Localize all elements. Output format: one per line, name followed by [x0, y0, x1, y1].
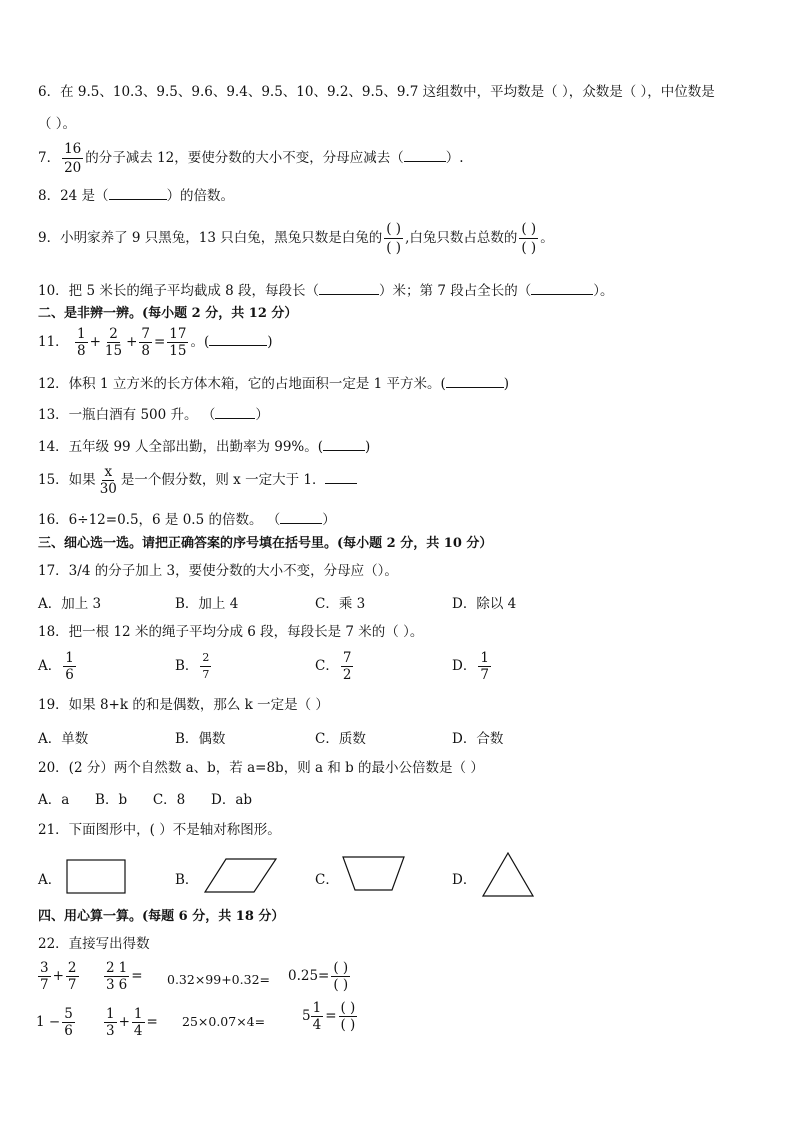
q16: 16．6÷12=0.5，6 是 0.5 的倍数。 （ ）: [38, 509, 336, 530]
q7: 7． $\frac{16}{20}$ 的分子减去 12，要使分数的大小不变，分母应减去（ ）.: [38, 141, 464, 176]
q22: 22．直接写出得数: [38, 936, 150, 952]
q17: 17．3/4 的分子加上 3，要使分数的大小不变，分母应（）。: [38, 563, 398, 579]
q21-option-d-label[interactable]: D．: [452, 872, 477, 888]
section-4-heading: 四、用心算一算。(每题 6 分，共 18 分）: [38, 909, 285, 924]
q11-frac-2: $\frac{2}{15}$: [104, 326, 123, 359]
q22-r1c1[interactable]: $\frac{3}{7}$ + $\frac{2}{7}$: [40, 960, 77, 993]
q22-r1c1-frac1: $\frac{3}{7}$: [40, 960, 49, 993]
q16-answer-blank[interactable]: [280, 509, 322, 524]
q22-r2c3[interactable]: 25×0.07×4=: [182, 1014, 266, 1029]
q7-answer-blank[interactable]: [404, 147, 446, 162]
q19: 19．如果 8+k 的和是偶数，那么 k 一定是（ ）: [38, 697, 329, 713]
q22-r2c4-result-frac: $\frac{( )}{( )}$: [340, 1000, 356, 1033]
q21-option-b-label[interactable]: B．: [175, 872, 199, 888]
q12: 12．体积 1 立方米的长方体木箱，它的占地面积一定是 1 平方米。( ): [38, 373, 509, 394]
q22-r1c3[interactable]: 0.32×99+0.32=: [167, 972, 270, 987]
q20-options[interactable]: A．a B．b C．8 D．ab: [38, 792, 253, 808]
q20: 20．(2 分）两个自然数 a、b，若 a=8b，则 a 和 b 的最小公倍数是（ ）: [38, 760, 484, 776]
q7-fraction: $\frac{16}{20}$: [64, 141, 82, 176]
q18-frac-b: $\frac{2}{7}$: [202, 651, 210, 681]
q21: 21．下面图形中，( ）不是轴对称图形。: [38, 822, 281, 838]
q11-answer-blank[interactable]: [209, 331, 267, 346]
q22-r2c1-frac: $\frac{5}{6}$: [64, 1006, 73, 1039]
q10: 10．把 5 米长的绳子平均截成 8 段，每段长（ ）米；第 7 段占全长的（ ）。: [38, 280, 613, 301]
q12-answer-blank[interactable]: [446, 373, 504, 388]
parallelogram-shape[interactable]: [204, 858, 278, 894]
q18-option-d[interactable]: D． $\frac{1}{7}$: [452, 650, 489, 683]
q18-frac-a: $\frac{1}{6}$: [65, 650, 74, 683]
q18-option-b[interactable]: B． $\frac{2}{7}$: [175, 651, 210, 681]
q13: 13．一瓶白酒有 500 升。 （ ）: [38, 404, 269, 425]
q21-option-a-label[interactable]: A．: [38, 872, 62, 888]
q7-text: 的分子减去 12，要使分数的大小不变，分母应减去（: [85, 150, 404, 166]
q13-answer-blank[interactable]: [215, 404, 255, 419]
q22-r1c2-frac1: $\frac{2}{3}$: [106, 960, 115, 993]
q11: 11． $\frac{1}{8}$ + $\frac{2}{15}$ + $\frac{7}{8}$ = $\frac{17}{15}$ 。( ): [38, 326, 273, 359]
rectangle-shape[interactable]: [66, 859, 128, 895]
q18-frac-d: $\frac{1}{7}$: [480, 650, 489, 683]
q22-r2c2-frac2: $\frac{1}{4}$: [133, 1006, 143, 1039]
q11-frac-3: $\frac{7}{8}$: [141, 326, 150, 359]
q18: 18．把一根 12 米的绳子平均分成 6 段，每段长是 7 米的（ ）。: [38, 624, 424, 640]
triangle-shape[interactable]: [482, 852, 534, 898]
q15: 15．如果 $\frac{x}{30}$ 是一个假分数，则 x 一定大于 1．: [38, 464, 357, 497]
q18-option-c[interactable]: C． $\frac{7}{2}$: [315, 650, 352, 683]
q11-frac-4: $\frac{17}{15}$: [169, 326, 187, 359]
q9-fraction-blank-2[interactable]: $\frac{( )}{( )}$: [521, 221, 537, 256]
q17-option-b[interactable]: B．加上 4: [175, 596, 239, 612]
trapezoid-shape[interactable]: [342, 856, 406, 892]
q8-answer-blank[interactable]: [109, 185, 167, 200]
q15-answer-blank[interactable]: [325, 469, 357, 484]
q7-prefix: 7．: [38, 150, 61, 166]
q17-option-d[interactable]: D．除以 4: [452, 596, 517, 612]
q19-option-d[interactable]: D．合数: [452, 731, 504, 747]
q22-r1c2-frac2: $\frac{1}{6}$: [118, 960, 128, 993]
q22-r2c4-frac: $\frac{1}{4}$: [312, 1000, 322, 1033]
q22-r2c1[interactable]: 1 − $\frac{5}{6}$: [36, 1006, 73, 1039]
q22-r2c4[interactable]: 5 $\frac{1}{4}$ = $\frac{( )}{( )}$: [302, 1000, 356, 1033]
q22-r1c4[interactable]: 0.25= $\frac{( )}{( )}$: [288, 960, 349, 993]
q19-option-c[interactable]: C．质数: [315, 731, 366, 747]
section-3-heading: 三、细心选一选。请把正确答案的序号填在括号里。(每小题 2 分，共 10 分）: [38, 536, 493, 551]
q14-answer-blank[interactable]: [323, 436, 365, 451]
q6-line2: （ ）。: [38, 116, 77, 132]
q18-option-a[interactable]: A． $\frac{1}{6}$: [38, 650, 74, 683]
q11-frac-1: $\frac{1}{8}$: [76, 326, 86, 359]
q10-answer-blank-2[interactable]: [531, 280, 593, 295]
q9: 9．小明家养了 9 只黑兔，13 只白兔，黑兔只数是白兔的 $\frac{( )}{( )}$ ,白兔只数占总数的 $\frac{( )}{( )}$ 。: [38, 221, 554, 256]
q6-line1: 6．在 9.5、10.3、9.5、9.6、9.4、9.5、10、9.2、9.5、9.7 这组数中，平均数是（ ），众数是（ ），中位数是: [38, 84, 715, 100]
q19-option-a[interactable]: A．单数: [38, 731, 89, 747]
q17-option-c[interactable]: C．乘 3: [315, 596, 366, 612]
q8: 8．24 是（ ）的倍数。: [38, 185, 234, 206]
section-2-heading: 二、是非辨一辨。(每小题 2 分，共 12 分）: [38, 306, 298, 321]
q22-r1c4-frac: $\frac{( )}{( )}$: [333, 960, 349, 993]
q19-option-b[interactable]: B．偶数: [175, 731, 226, 747]
q22-r1c1-frac2: $\frac{2}{7}$: [67, 960, 77, 993]
q14: 14．五年级 99 人全部出勤，出勤率为 99%。( ): [38, 436, 370, 457]
q22-r2c2-frac1: $\frac{1}{3}$: [106, 1006, 115, 1039]
q18-frac-c: $\frac{7}{2}$: [342, 650, 352, 683]
q10-answer-blank-1[interactable]: [319, 280, 379, 295]
q22-r2c2[interactable]: $\frac{1}{3}$ + $\frac{1}{4}$ =: [106, 1006, 158, 1039]
q21-option-c-label[interactable]: C．: [315, 872, 339, 888]
q22-r1c2[interactable]: $\frac{2}{3}$ $\frac{1}{6}$ =: [106, 960, 143, 993]
q9-fraction-blank-1[interactable]: $\frac{( )}{( )}$: [386, 221, 402, 256]
q17-option-a[interactable]: A．加上 3: [38, 596, 102, 612]
q15-fraction: $\frac{x}{30}$: [99, 464, 117, 497]
